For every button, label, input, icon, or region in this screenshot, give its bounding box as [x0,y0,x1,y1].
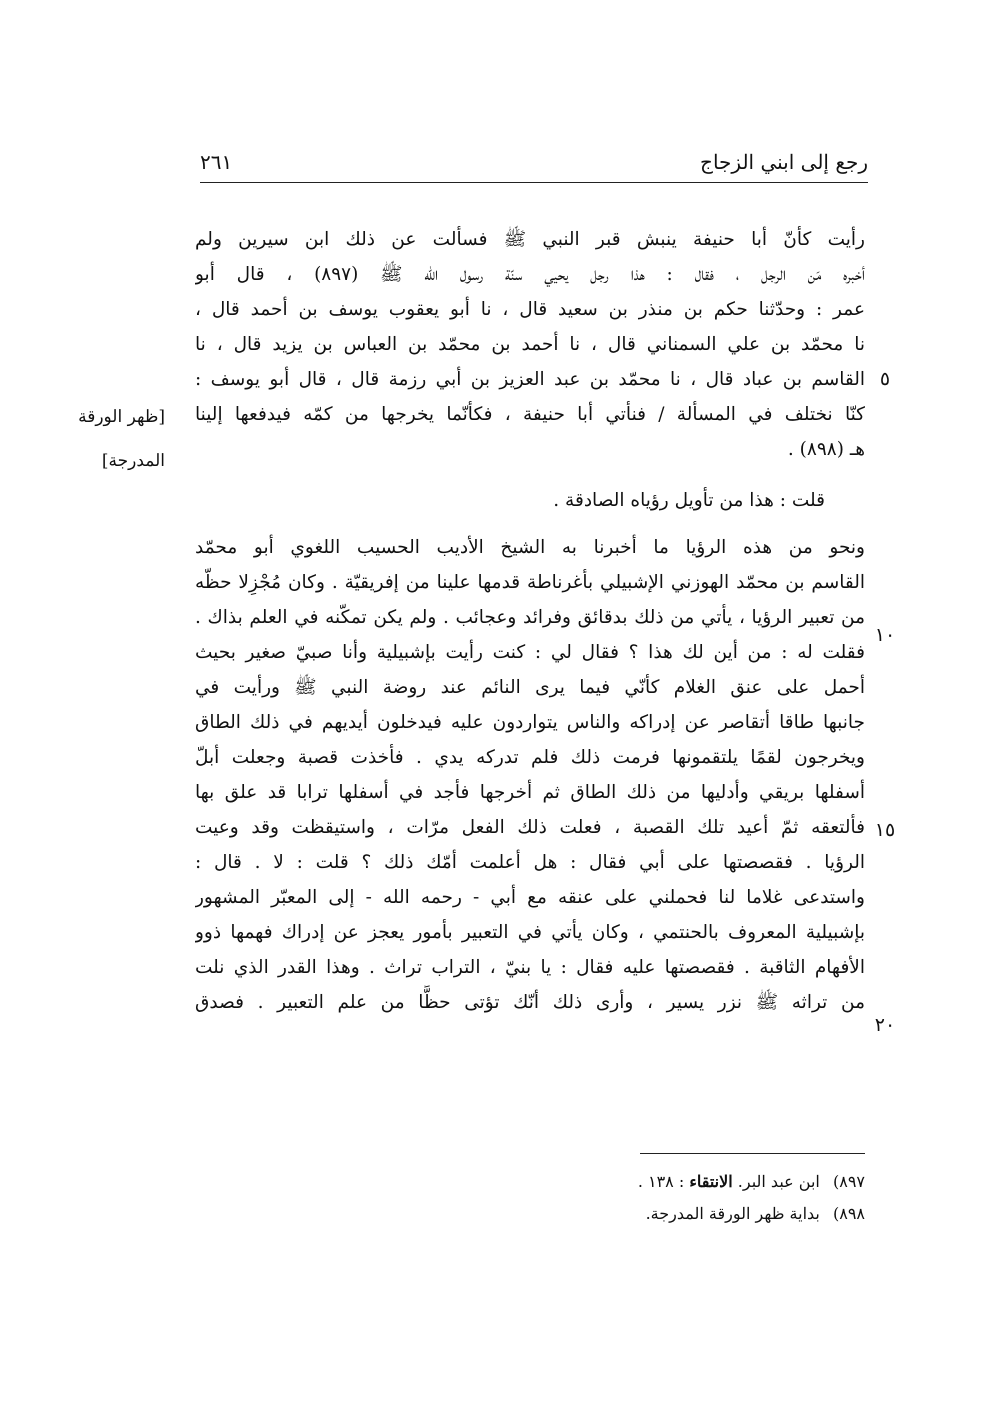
text-line: فألتعقه ثمّ أعيد تلك القصبة ، فعلت ذلك الفعل مرّات ، واستيقظت وقد وعيت [195,817,865,838]
text-line: قلت : هذا من تأويل رؤياه الصادقة . [553,490,825,511]
text-line: ونحو من هذه الرؤيا ما أخبرنا به الشيخ الأديب الحسيب اللغوي أبو محمّد [195,537,865,558]
text-line: القاسم بن محمّد الهوزني الإشبيلي بأغرناطة قدمها علينا من إفريقيّة . وكان مُجْزِلا حظّه [195,572,865,593]
text-line: بإشبيلية المعروف بالحنتمي ، وكان يأتي في التعبير بأمور يعجز عن إدراك فهمها ذوو [195,922,865,943]
text-line: أحمل على عنق الغلام كأنّي فيما يرى النائم عند روضة النبي ﷺ ورأيت في [195,677,865,698]
footnote-text: : ١٣٨ . [637,1172,685,1191]
text-line: كنّا نختلف في المسألة / فنأتي أبا حنيفة ، فكأنّما يخرجها من كمّه فيدفعها إلينا [195,404,865,425]
text-line: هـ (٨٩٨) . [787,439,865,460]
line-number-20: ٢٠ [874,1014,896,1036]
text-line: جانبها طاقا أتقاصر عن إدراكه والناس يتواردون عليه فيدخلون أيديهم في ذلك الطاق [195,712,865,733]
text-line: واستدعى غلاما لنا فحملني على عنقه مع أبي - رحمه الله - إلى المعبّر المشهور [195,887,865,908]
footnote-rule [640,1153,865,1154]
text-line: أخبره مَن الرجل ، فقال : هذا رجل يحيي سنّة رسول الله ﷺ (٨٩٧) ، قال أبو [195,264,865,285]
footnote [195,1198,865,1230]
text-line: ويخرجون لقمًا يلتقمونها فرمت ذلك فلم تدركه يدي . فأخذت قصبة وجعلت أبلّ [195,747,865,768]
text-line: من تعبير الرؤيا ، يأتي من ذلك بدقائق وفرائد وعجائب . ولم يكن تمكّنه في العلم بذاك . [195,607,865,628]
footnote-text: بداية ظهر الورقة المدرجة. [645,1204,820,1223]
footnote-mark: ٨٩٧) [832,1172,865,1191]
text-line: نا محمّد بن علي السمناني قال ، نا أحمد بن محمّد بن العباس بن يزيد قال ، نا [195,334,865,355]
footnote-mark: ٨٩٨) [832,1204,865,1223]
text-line: فقلت له : من أين لك هذا ؟ فقال لي : كنت رأيت بإشبيلية وأنا صبيّ صغير بحيث [195,642,865,663]
footnotes [195,1166,865,1230]
text-line: عمر : وحدّثنا حكم بن منذر بن سعيد قال ، نا أبو يعقوب يوسف بن أحمد قال ، [195,299,865,320]
line-number-5: ٥ [879,368,891,390]
text-line: من تراثه ﷺ نزر يسير ، وأرى ذلك أنّك تؤتى حظًّا من علم التعبير . فصدق [195,992,865,1013]
margin-note [55,395,165,483]
line-number-15: ١٥ [874,819,896,841]
body-text [195,222,865,1020]
text-line: الرؤيا . فقصصتها على أبي فقال : هل أعلمت أمّك ذلك ؟ قلت : لا . قال : [195,852,865,873]
text-line: أسفلها بريقي وأدليها من ذلك الطاق ثم أخرجها فأجد في أسفلها ترابا قد علق بها [195,782,865,803]
header-rule [200,182,868,183]
text-line: رأيت كأنّ أبا حنيفة ينبش قبر النبي ﷺ فسألت عن ذلك ابن سيرين ولم [195,229,865,250]
text-line: القاسم بن عباد قال ، نا محمّد بن عبد العزيز بن أبي رزمة قال ، قال أبو يوسف : [195,369,865,390]
margin-note-line: المدرجة] [101,451,165,471]
page-number: ٢٦١ [200,150,233,174]
footnote-text: ابن عبد البر. [737,1172,820,1191]
margin-note-line: [ظهر الورقة [78,407,165,427]
text-line: الأفهام الثاقبة . فقصصتها عليه فقال : يا بنيّ ، التراب تراث . وهذا القدر الذي نلت [195,957,865,978]
line-number-10: ١٠ [874,624,896,646]
running-head: رجع إلى ابني الزجاج [700,150,868,174]
footnote [195,1166,865,1198]
footnote-title: الانتقاء [689,1172,733,1191]
page-header [200,145,868,181]
